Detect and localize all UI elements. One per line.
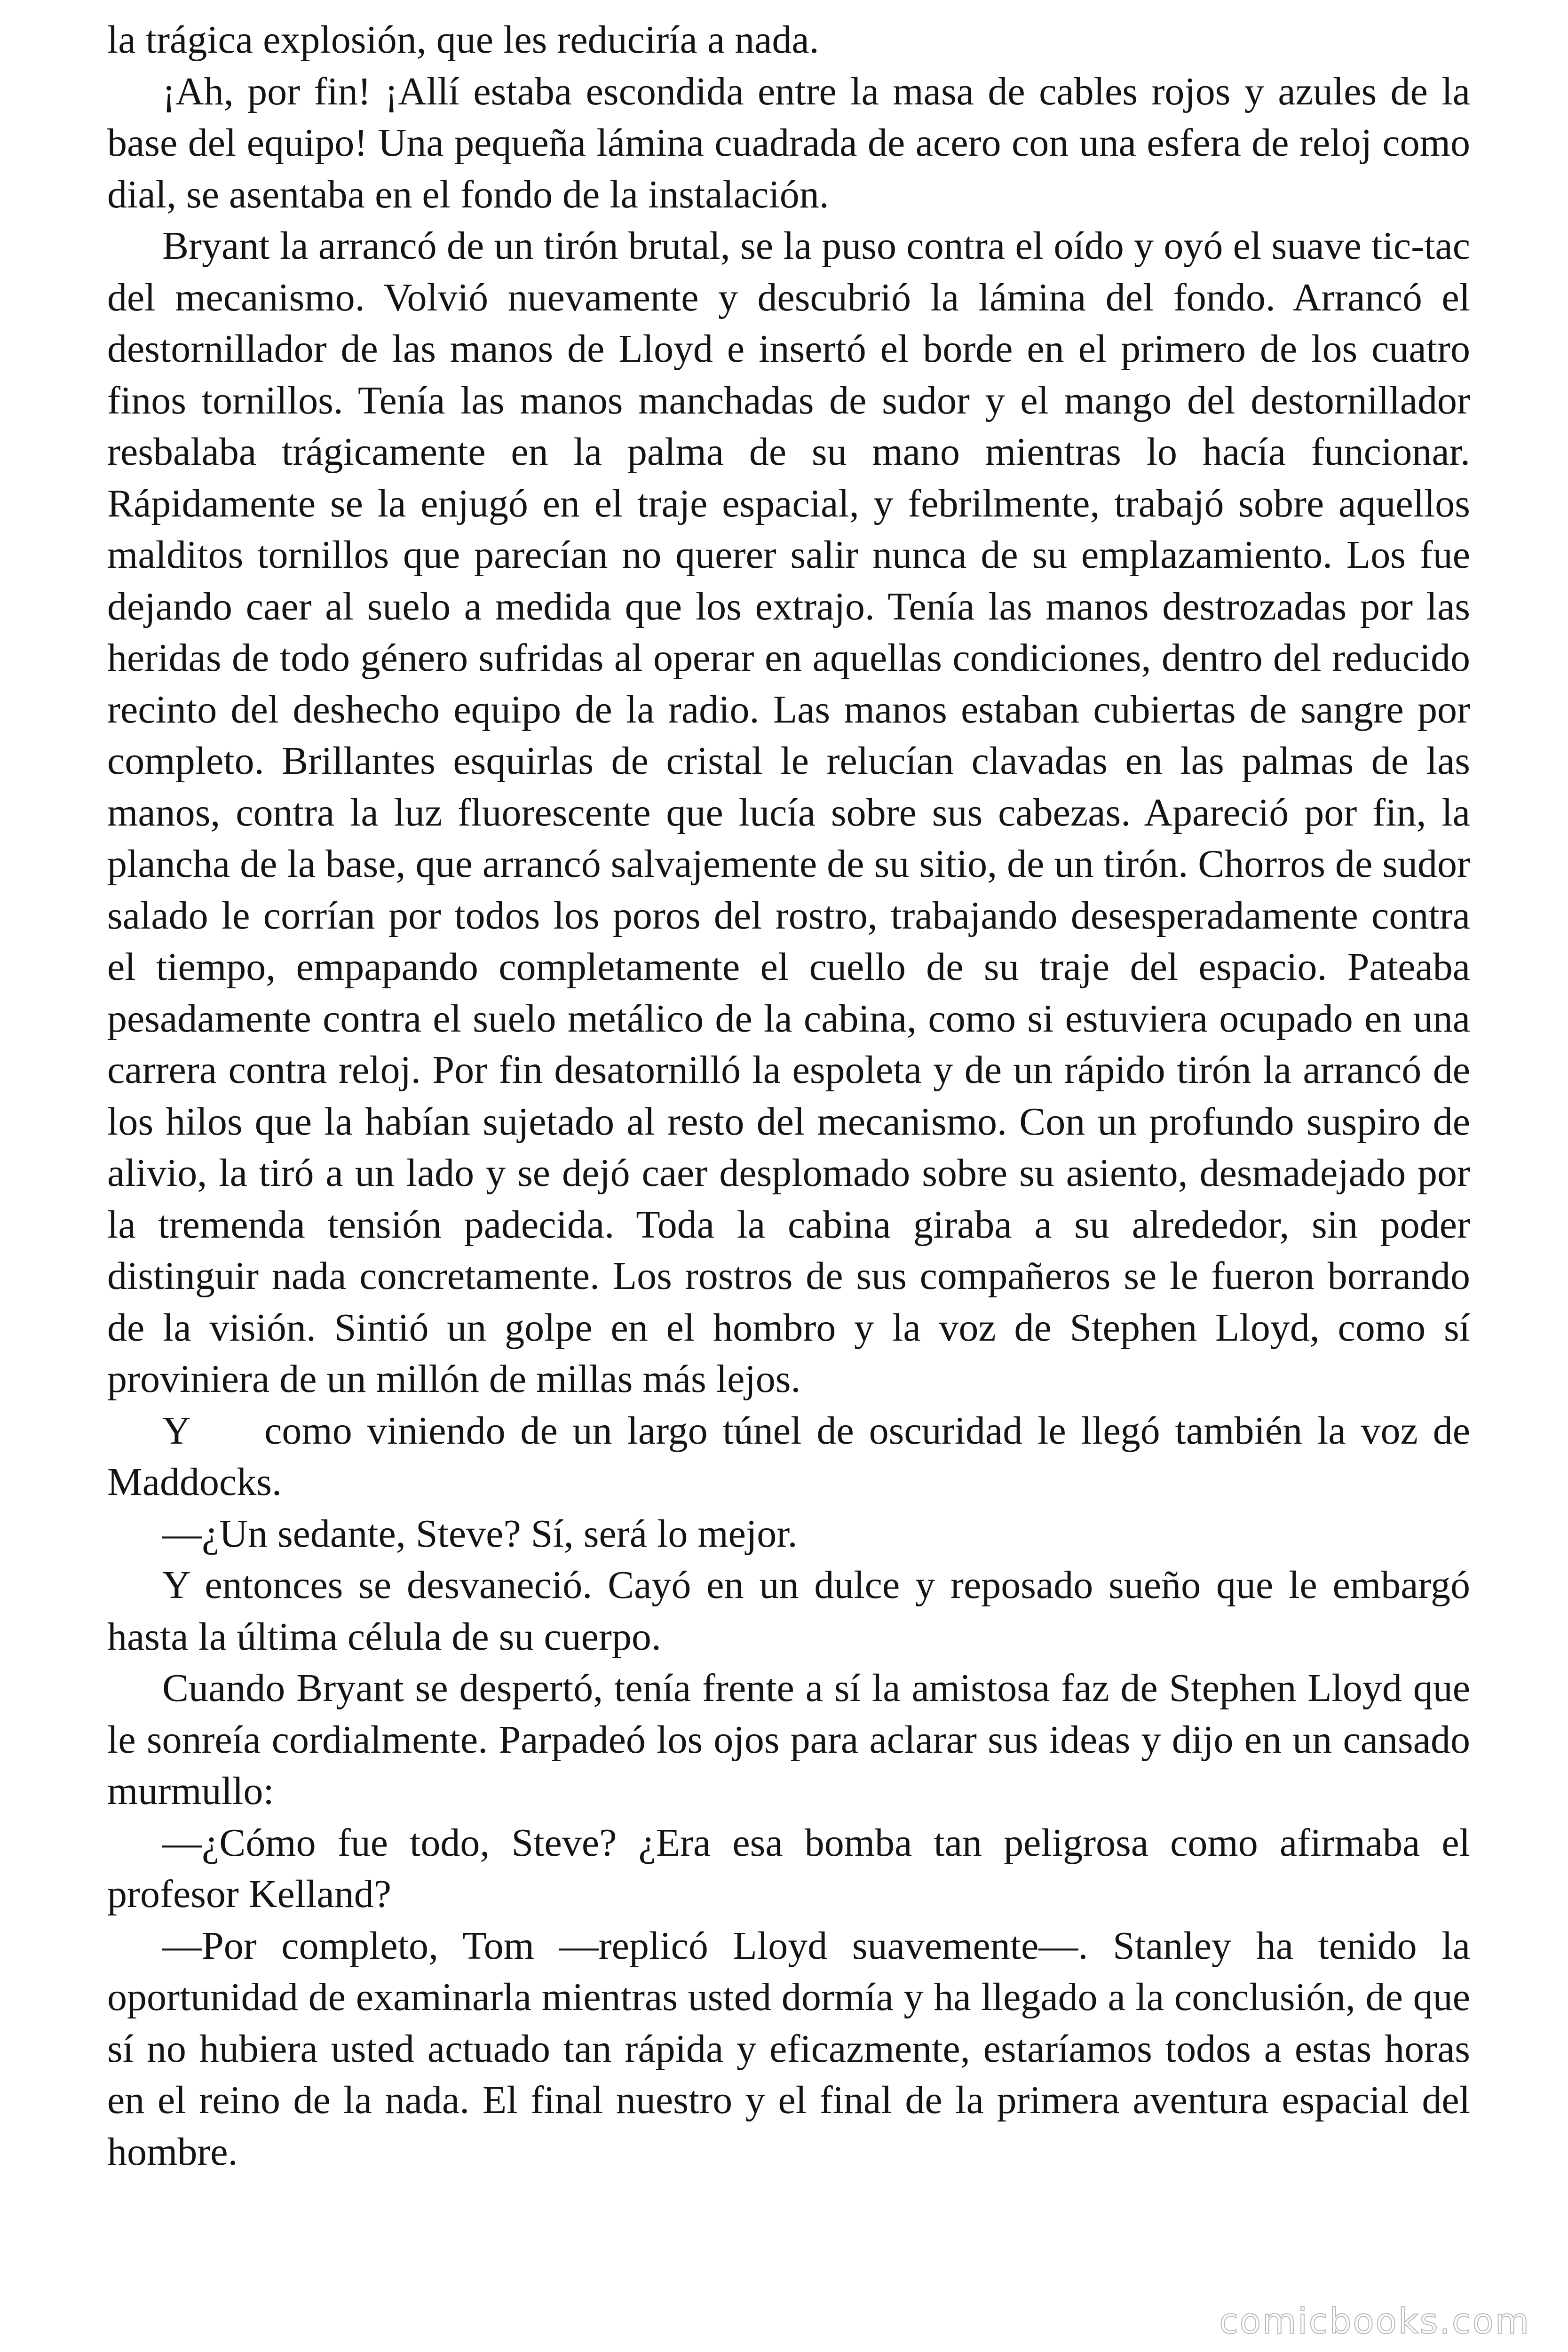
paragraph-8: —¿Cómo fue todo, Steve? ¿Era esa bomba tan peligrosa como afirmaba el profesor Kelland? [107, 1820, 1470, 1916]
paragraph-5: —¿Un sedante, Steve? Sí, será lo mejor. [162, 1511, 798, 1556]
paragraph-9: —Por completo, Tom —replicó Lloyd suavemente—. Stanley ha tenido la oportunidad de examinarla mientras usted dormía y ha llegado a la conclusión, de que sí no hubiera usted actuado tan rápida y eficazmente, estaríamos todos a estas horas en el reino de la nada. El final nuestro y el final de la primera aventura espacial del hombre. [107, 1923, 1470, 2174]
page-body [107, 14, 1480, 2177]
watermark-text: comicbooks.com [1219, 2301, 1530, 2342]
paragraph-3: Bryant la arrancó de un tirón brutal, se la puso contra el oído y oyó el suave tic-tac del mecanismo. Volvió nuevamente y descubrió la lámina del fondo. Arrancó el destornillador de las manos de Lloyd e insertó el borde en el primero de los cuatro finos tornillos. Tenía las manos manchadas de sudor y el mango del destornillador resbalaba trágicamente en la palma de su mano mientras lo hacía funcionar. Rápidamente se la enjugó en el traje espacial, y febrilmente, trabajó sobre aquellos malditos tornillos que parecían no querer salir nunca de su emplazamiento. Los fue dejando caer al suelo a medida que los extrajo. Tenía las manos destrozadas por las heridas de todo género sufridas al operar en aquellas condiciones, dentro del reducido recinto del deshecho equipo de la radio. Las manos estaban cubiertas de sangre por completo. Brillantes esquirlas de cristal le relucían clavadas en las palmas de las manos, contra la luz fluorescente que lucía sobre sus cabezas. Apareció por fin, la plancha de la base, que arrancó salvajemente de su sitio, de un tirón. Chorros de sudor salado le corrían por todos los poros del rostro, trabajando desesperadamente contra el tiempo, empapando completamente el cuello de su traje del espacio. Pateaba pesadamente contra el suelo metálico de la cabina, como si estuviera ocupado en una carrera contra reloj. Por fin desatornilló la espoleta y de un rápido tirón la arrancó de los hilos que la habían sujetado al resto del mecanismo. Con un profundo suspiro de alivio, la tiró a un lado y se dejó caer desplomado sobre su asiento, desmadejado por la tremenda tensión padecida. Toda la cabina giraba a su alrededor, sin poder distinguir nada concretamente. Los rostros de sus compañeros se le fueron borrando de la visión. Sintió un golpe en el hombro y la voz de Stephen Lloyd, como sí proviniera de un millón de millas más lejos. [107, 224, 1470, 1401]
paragraph-4: Y como viniendo de un largo túnel de oscuridad le llegó también la voz de Maddocks. [107, 1408, 1480, 1504]
paragraph-7: Cuando Bryant se despertó, tenía frente a sí la amistosa faz de Stephen Lloyd que le sonreía cordialmente. Parpadeó los ojos para aclarar sus ideas y dijo en un cansado murmullo: [107, 1666, 1470, 1813]
paragraph-6: Y entonces se desvaneció. Cayó en un dulce y reposado sueño que le embargó hasta la última célula de su cuerpo. [107, 1563, 1470, 1659]
paragraph-2: ¡Ah, por fin! ¡Allí estaba escondida entre la masa de cables rojos y azules de la base del equipo! Una pequeña lámina cuadrada de acero con una esfera de reloj como dial, se asentaba en el fondo de la instalación. [107, 69, 1470, 216]
paragraph-1: la trágica explosión, que les reduciría a nada. [107, 18, 819, 62]
